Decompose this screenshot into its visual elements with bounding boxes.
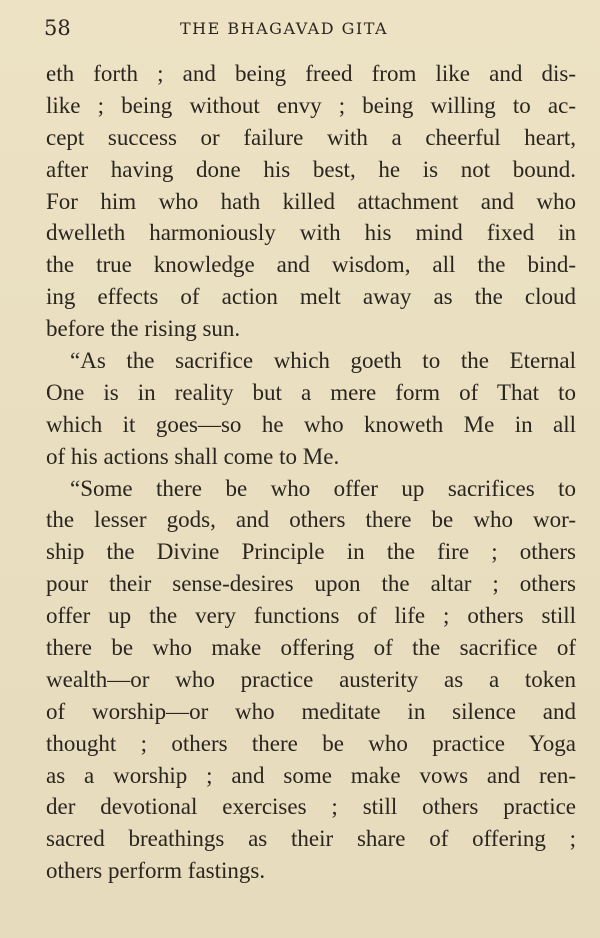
text-line: cept success or failure with a cheerful heart,: [46, 124, 576, 150]
text-line: pour their sense-desires upon the altar ; others: [46, 571, 576, 597]
text-line: offer up the very functions of life ; others still: [46, 603, 576, 629]
text-line: which it goes—so he who knoweth Me in all: [46, 411, 576, 437]
paragraph-end-line: of his actions shall come to Me.: [46, 443, 340, 469]
text-line: ship the Divine Principle in the fire ; others: [46, 539, 576, 565]
text-line: of worship—or who meditate in silence and: [46, 698, 576, 724]
text-line: eth forth ; and being freed from like and dis-: [46, 61, 576, 86]
book-title: THE BHAGAVAD GITA: [180, 19, 389, 38]
paragraph-start-line: “As the sacrifice which goeth to the Eternal: [70, 348, 576, 374]
paragraph-end-line: others perform fastings.: [46, 858, 266, 884]
text-line: ing effects of action melt away as the cloud: [46, 284, 576, 310]
text-line: dwelleth harmoniously with his mind fixed in: [46, 220, 576, 246]
running-head: [44, 14, 576, 44]
text-line: thought ; others there be who practice Yoga: [46, 730, 576, 756]
text-line: the true knowledge and wisdom, all the bind-: [46, 252, 576, 278]
page-number: 58: [44, 16, 71, 40]
paragraph-end-line: before the rising sun.: [46, 316, 241, 342]
text-line: For him who hath killed attachment and who: [46, 188, 576, 214]
text-line: after having done his best, he is not bound.: [46, 156, 576, 182]
paragraph-start-line: “Some there be who offer up sacrifices to: [70, 475, 576, 501]
text-line: der devotional exercises ; still others practice: [46, 794, 576, 820]
text-line: sacred breathings as their share of offering ;: [46, 826, 576, 852]
text-line: wealth—or who practice austerity as a token: [46, 666, 576, 692]
text-line: One is in reality but a mere form of That to: [46, 379, 576, 405]
text-line: like ; being without envy ; being willing to ac-: [46, 92, 576, 118]
text-line: there be who make offering of the sacrifice of: [46, 635, 576, 661]
body-text: [46, 58, 576, 887]
text-line: the lesser gods, and others there be who wor-: [46, 507, 576, 533]
text-line: as a worship ; and some make vows and ren-: [46, 762, 576, 788]
